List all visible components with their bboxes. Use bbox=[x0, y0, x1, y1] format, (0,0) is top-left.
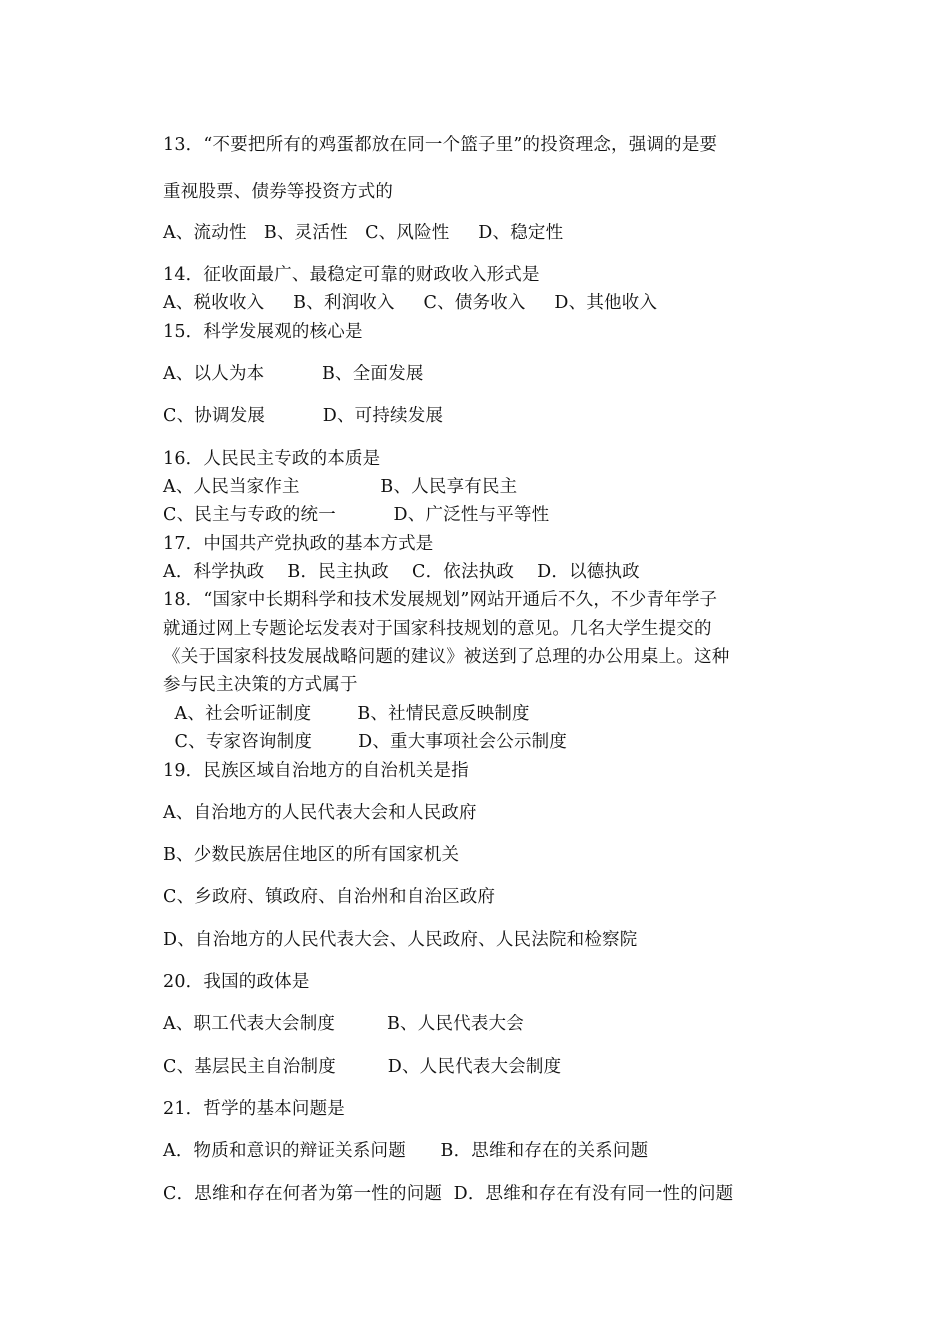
question-18-stem-cont-2: 《关于国家科技发展战略问题的建议》被送到了总理的办公用桌上。这种 bbox=[163, 647, 730, 667]
question-13-stem: 13．“不要把所有的鸡蛋都放在同一个篮子里”的投资理念，强调的是要 bbox=[163, 135, 718, 155]
question-19-option-b: B、少数民族居住地区的所有国家机关 bbox=[163, 845, 460, 865]
question-20-options-cd: C、基层民主自治制度 D、人民代表大会制度 bbox=[163, 1057, 562, 1077]
question-13-options: A、流动性 B、灵活性 C、风险性 D、稳定性 bbox=[163, 223, 564, 243]
question-15-options-cd: C、协调发展 D、可持续发展 bbox=[163, 406, 444, 426]
question-21-stem: 21．哲学的基本问题是 bbox=[163, 1099, 345, 1119]
question-20-stem: 20．我国的政体是 bbox=[163, 972, 310, 992]
question-14-options: A、税收收入 B、利润收入 C、债务收入 D、其他收入 bbox=[163, 293, 658, 313]
question-20-options-ab: A、职工代表大会制度 B、人民代表大会 bbox=[163, 1014, 524, 1034]
question-15-options-ab: A、以人为本 B、全面发展 bbox=[163, 364, 424, 384]
question-19-option-a: A、自治地方的人民代表大会和人民政府 bbox=[163, 803, 477, 823]
question-21-options-ab: A．物质和意识的辩证关系问题 B．思维和存在的关系问题 bbox=[163, 1141, 649, 1161]
question-19-stem: 19．民族区域自治地方的自治机关是指 bbox=[163, 761, 469, 781]
question-17-options: A．科学执政 B．民主执政 C．依法执政 D．以德执政 bbox=[163, 562, 640, 582]
question-19-option-c: C、乡政府、镇政府、自治州和自治区政府 bbox=[163, 887, 496, 907]
question-17-stem: 17．中国共产党执政的基本方式是 bbox=[163, 534, 434, 554]
question-18-stem-cont-3: 参与民主决策的方式属于 bbox=[163, 675, 358, 695]
question-18-stem-cont-1: 就通过网上专题论坛发表对于国家科技规划的意见。几名大学生提交的 bbox=[163, 619, 712, 639]
question-18-options-ab: A、社会听证制度 B、社情民意反映制度 bbox=[163, 704, 530, 724]
question-21-options-cd: C．思维和存在何者为第一性的问题 D．思维和存在有没有同一性的问题 bbox=[163, 1184, 734, 1204]
question-13-stem-cont: 重视股票、债券等投资方式的 bbox=[163, 182, 394, 202]
question-16-stem: 16．人民民主专政的本质是 bbox=[163, 449, 381, 469]
question-16-options-ab: A、人民当家作主 B、人民享有民主 bbox=[163, 477, 518, 497]
question-15-stem: 15．科学发展观的核心是 bbox=[163, 322, 363, 342]
question-14-stem: 14．征收面最广、最稳定可靠的财政收入形式是 bbox=[163, 265, 540, 285]
question-18-stem: 18．“国家中长期科学和技术发展规划”网站开通后不久，不少青年学子 bbox=[163, 590, 718, 610]
question-19-option-d: D、自治地方的人民代表大会、人民政府、人民法院和检察院 bbox=[163, 930, 638, 950]
question-18-options-cd: C、专家咨询制度 D、重大事项社会公示制度 bbox=[163, 732, 568, 752]
question-16-options-cd: C、民主与专政的统一 D、广泛性与平等性 bbox=[163, 505, 550, 525]
